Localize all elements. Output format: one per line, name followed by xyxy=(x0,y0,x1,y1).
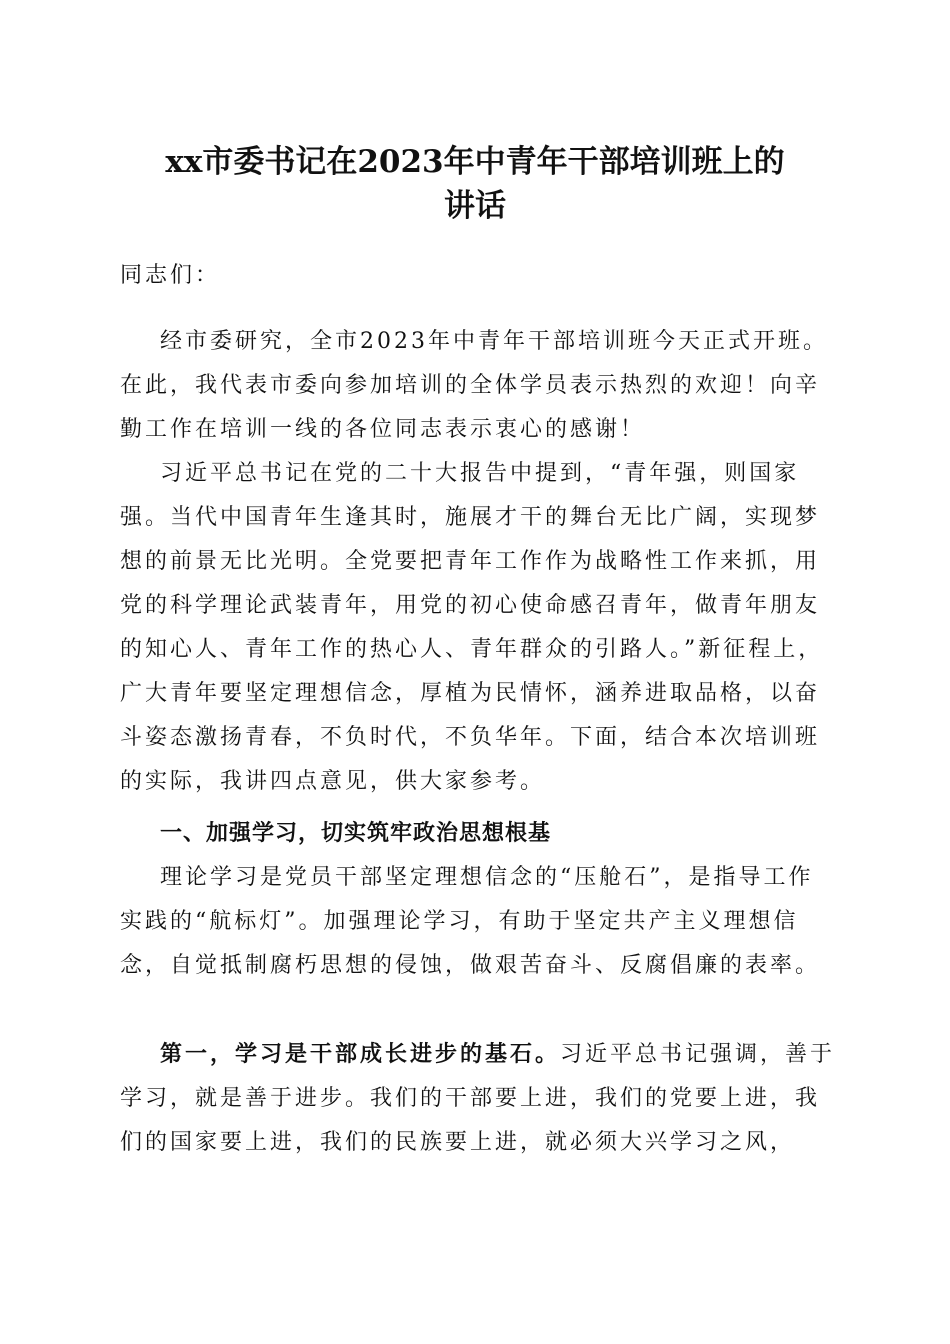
paragraph-first-point-lead: 第一，学习是干部成长进步的基石。 xyxy=(160,1041,561,1067)
salutation: 同志们： xyxy=(120,263,221,288)
section-heading-1: 一、加强学习，切实筑牢政治思想根基 xyxy=(160,821,552,846)
paragraph-first-point xyxy=(120,1032,836,1165)
paragraph-quote: 习近平总书记在党的二十大报告中提到，“青年强，则国家强。当代中国青年生逢其时，施展才干的舞台无比广阔，实现梦想的前景无比光明。全党要把青年工作作为战略性工作来抓，用党的科学理论武装青年，用党的初心使命感召青年，做青年朋友的知心人、青年工作的热心人、青年群众的引路人。”新征程上，广大青年要坚定理想信念，厚植为民情怀，涵养进取品格，以奋斗姿态激扬青春，不负时代，不负华年。下面，结合本次培训班的实际，我讲四点意见，供大家参考。 xyxy=(120,461,824,794)
paragraph-theory-study: 理论学习是党员干部坚定理想信念的“压舱石”，是指导工作实践的“航标灯”。加强理论学习，有助于坚定共产主义理想信念，自觉抵制腐朽思想的侵蚀，做艰苦奋斗、反腐倡廉的表率。 xyxy=(120,865,821,978)
document-title-line1: xx市委书记在2023年中青年干部培训班上的 xyxy=(165,144,785,180)
paragraph-opening: 经市委研究，全市2023年中青年干部培训班今天正式开班。在此，我代表市委向参加培训的全体学员表示热烈的欢迎！向辛勤工作在培训一线的各位同志表示衷心的感谢！ xyxy=(120,329,828,442)
paragraph-first-point-body: 习近平总书记强调，善于学习，就是善于进步。我们的干部要上进，我们的党要上进，我们的国家要上进，我们的民族要上进，就必须大兴学习之风， xyxy=(120,1042,836,1155)
document-title-line2: 讲话 xyxy=(444,188,506,224)
